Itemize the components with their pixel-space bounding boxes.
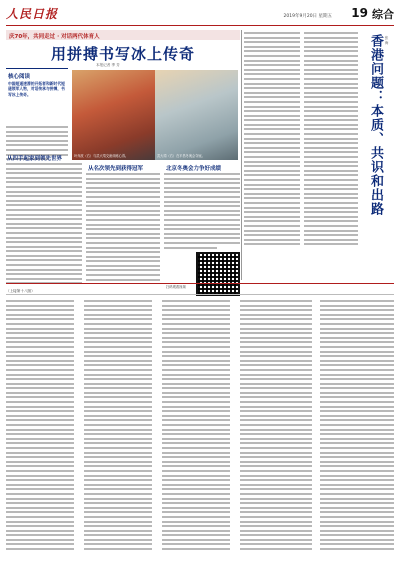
article-ice-sports — [6, 30, 240, 289]
qr-code[interactable] — [196, 252, 240, 296]
hk-body-column-2 — [304, 32, 358, 248]
masthead — [6, 4, 394, 26]
section-name: 综合 — [372, 8, 394, 21]
body-text-column-2 — [86, 173, 160, 283]
subhead-1: 从四手起家到领先世界 — [7, 156, 63, 162]
lower-body-column-1 — [6, 300, 74, 553]
article-headline[interactable]: 用拼搏书写冰上传奇 — [50, 45, 195, 63]
lower-body-column-5 — [320, 300, 394, 553]
page-number: 19 — [351, 6, 368, 20]
photo-left — [72, 70, 155, 160]
core-reading-title: 核心阅读 — [8, 74, 31, 80]
photo-caption-left: 叶乔波（右）与武大靖交流训练心得。 — [74, 154, 129, 158]
body-text-column-1b — [6, 163, 82, 287]
section-divider — [6, 283, 394, 284]
article-hong-kong — [240, 30, 394, 280]
lower-rule — [6, 294, 394, 295]
series-banner — [6, 30, 240, 40]
hk-body-column-1 — [244, 32, 300, 248]
lower-body-column-4 — [240, 300, 312, 553]
core-reading-box — [6, 68, 68, 122]
continuation-note: （上接第十八版） — [6, 289, 35, 293]
article-photo[interactable] — [72, 70, 238, 160]
hk-headline[interactable]: 香港问题：本质、共识和出路 — [368, 34, 383, 216]
hk-byline: 张 海 — [385, 36, 389, 45]
subhead-2: 从名次领先到获得冠军 — [88, 166, 144, 172]
lower-body-column-3 — [162, 300, 230, 553]
newspaper-logo[interactable]: 人民日报 — [6, 7, 59, 21]
body-text-column-3 — [164, 173, 240, 251]
qr-caption: 扫码观看视频 — [166, 285, 186, 289]
photo-caption-right: 武大靖（右）在平昌冬奥会夺冠。 — [157, 154, 205, 158]
series-title: 庆70年，共同走过 · 对话两代体育人 — [9, 33, 100, 40]
issue-date: 2019年9月20日 星期五 — [283, 14, 332, 19]
photo-right — [155, 70, 238, 160]
article-byline: 本报记者 季 芳 — [96, 63, 120, 67]
core-reading-text: 中国短道速滑的开拓者和新时代短道领军人物，对话传承与拼搏，书写冰上传奇。 — [8, 81, 65, 97]
subhead-3: 北京冬奥会力争好成绩 — [166, 166, 222, 172]
lower-body-column-2 — [84, 300, 152, 553]
